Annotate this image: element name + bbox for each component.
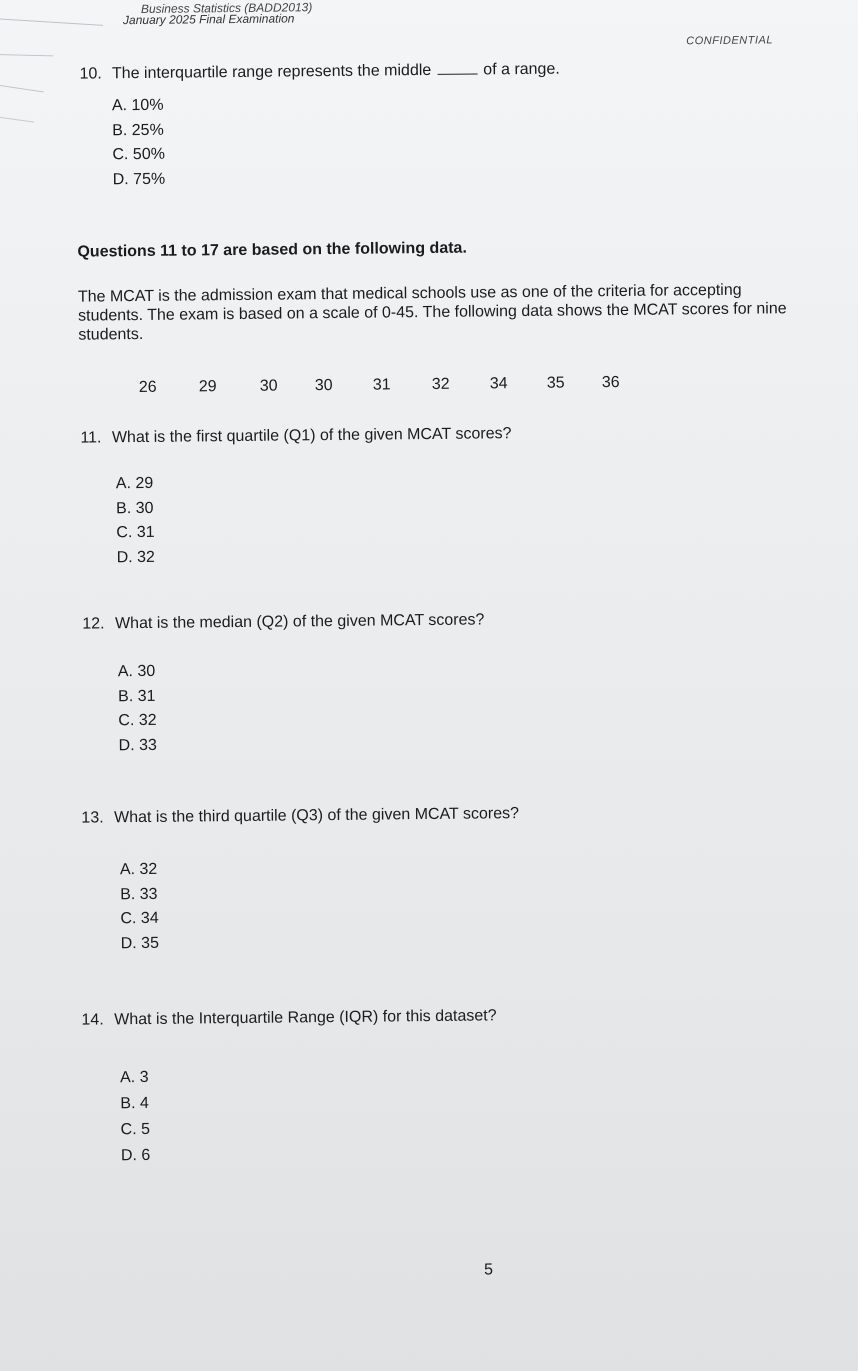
score-value: 34 [489,375,508,393]
question-text: What is the median (Q2) of the given MCAT scores? [114,611,485,633]
data-section-paragraph: The MCAT is the admission exam that medical schools use as one of the criteria for accepting students. The exam is based on a scale of 0-45. The following data shows the MCAT scores for nine students. [77,281,787,344]
course-title: Business Statistics (BADD2013) [140,0,313,16]
option-b: B. 31 [118,687,156,705]
option-b: B. 33 [120,885,158,903]
option-a: A. 32 [119,860,158,879]
option-c: C. 50% [112,145,165,164]
question-number: 12. [82,615,105,633]
option-c: C. 34 [120,909,159,928]
exam-title: January 2025 Final Examination [122,11,295,28]
option-d: D. 75% [112,170,166,188]
page-number: 5 [484,1261,494,1279]
option-b: B. 4 [120,1094,149,1113]
option-c: C. 31 [116,523,155,542]
option-d: D. 32 [116,548,155,566]
question-14-options [120,1069,150,1173]
option-a: A. 3 [120,1068,149,1087]
question-13-options [120,861,159,959]
option-b: B. 25% [112,121,164,139]
question-number: 11. [80,429,102,447]
score-value: 32 [431,375,450,393]
question-11-options [116,475,155,573]
score-value: 26 [138,378,157,397]
question-13 [81,805,519,828]
option-a: A. 10% [111,96,164,115]
data-section-heading: Questions 11 to 17 are based on the following data. [77,239,467,261]
option-c: C. 5 [120,1120,151,1139]
answer-blank [437,73,477,74]
question-text: The interquartile range represents the middle [111,61,432,83]
question-10 [79,61,559,84]
question-10-options [112,97,165,196]
question-text: What is the third quartile (Q3) of the given MCAT scores? [113,805,520,827]
score-value: 30 [259,377,278,395]
score-value: 31 [372,376,391,394]
question-text: What is the first quartile (Q1) of the given MCAT scores? [111,425,512,447]
question-12 [82,611,484,633]
option-d: D. 33 [118,736,157,754]
question-number: 10. [79,65,102,83]
option-c: C. 32 [118,711,157,730]
question-number: 14. [81,1011,104,1029]
question-11 [80,425,511,448]
option-d: D. 35 [120,934,160,952]
option-d: D. 6 [120,1146,151,1165]
option-b: B. 30 [116,499,154,517]
score-value: 35 [546,374,565,392]
score-value: 36 [601,373,620,392]
question-12-options [118,663,157,761]
question-number: 13. [81,809,104,827]
option-a: A. 29 [115,474,154,493]
question-14 [81,1007,496,1029]
score-value: 30 [314,376,333,395]
score-value: 29 [198,378,217,396]
question-text-end: of a range. [483,60,560,79]
question-text: What is the Interquartile Range (IQR) for this dataset? [114,1007,497,1029]
confidential-label: CONFIDENTIAL [686,34,774,48]
option-a: A. 30 [117,662,156,681]
